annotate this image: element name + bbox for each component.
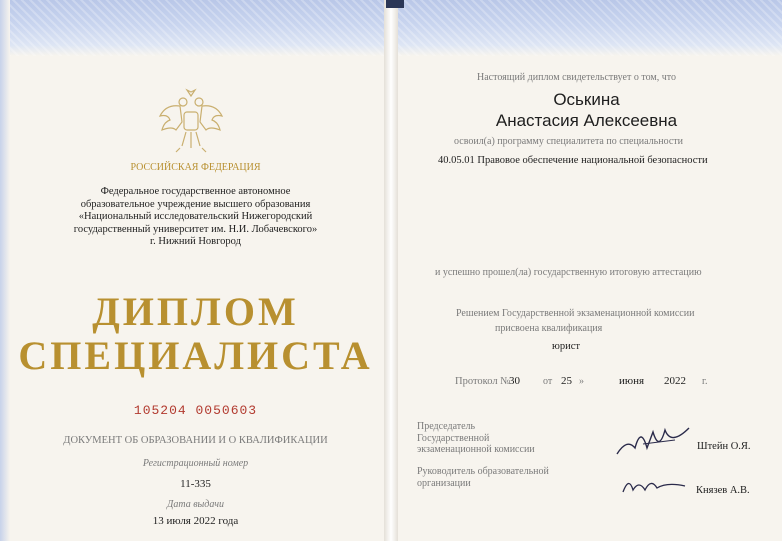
commission-chair-title [417, 421, 535, 456]
protocol-of-label: от [543, 376, 553, 387]
protocol-month: июня [619, 375, 645, 387]
decorative-band [391, 0, 782, 56]
institution-line: государственный университет им. Н.И. Лобачевского» [73, 223, 318, 235]
center-fold [384, 0, 398, 541]
issue-date: 13 июля 2022 года [152, 515, 239, 527]
chair-title-line: экзаменационной комиссии [417, 444, 535, 455]
certifies-text: Настоящий диплом свидетельствует о том, что [477, 72, 676, 83]
binding-ribbon [386, 0, 404, 8]
institution-line: г. Нижний Новгород [150, 236, 241, 247]
program-text: освоил(а) программу специалитета по специальности [454, 136, 683, 147]
institution-block [0, 186, 391, 249]
decision-line1: Решением Государственной экзаменационной комиссии [456, 308, 695, 319]
protocol-day-mark: » [579, 376, 584, 387]
decorative-band [0, 0, 391, 56]
serial-number: 105204 0050603 [133, 403, 258, 418]
rector-name: Князев А.В. [696, 485, 750, 496]
chair-title-line: Председатель [417, 421, 476, 432]
chair-signature [613, 418, 693, 460]
document-type: ДОКУМЕНТ ОБ ОБРАЗОВАНИИ И О КВАЛИФИКАЦИИ [63, 435, 328, 446]
protocol-year: 2022 [664, 375, 686, 387]
diploma-right-page [391, 0, 782, 541]
coat-of-arms-emblem [156, 86, 226, 156]
protocol-day: 25 [561, 375, 572, 387]
rector-signature [619, 470, 689, 500]
registration-number: 11-335 [180, 478, 211, 490]
institution-line: образовательное учреждение высшего образования [80, 198, 311, 210]
attestation-text: и успешно прошел(ла) государственную итоговую аттестацию [435, 267, 702, 278]
graduate-surname: Оськина [553, 90, 620, 109]
chair-title-line: Государственной [417, 432, 490, 444]
rector-title [417, 466, 549, 489]
qualification: юрист [552, 341, 580, 352]
protocol-year-suffix: г. [702, 376, 708, 387]
institution-line: «Национальный исследовательский Нижегородский [78, 211, 313, 222]
chair-name: Штейн О.Я. [697, 441, 751, 452]
issue-date-label: Дата выдачи [166, 499, 225, 510]
decision-line2: присвоена квалификация [495, 323, 603, 334]
protocol-label: Протокол № [455, 376, 511, 387]
institution-line: Федеральное государственное автономное [100, 186, 291, 197]
graduate-name: Анастасия Алексеевна [495, 111, 678, 130]
rector-title-line: Руководитель образовательной [417, 466, 549, 477]
rector-title-line: организации [417, 477, 471, 489]
protocol-number: 30 [509, 375, 520, 387]
diploma-title-line1: ДИПЛОМ [92, 289, 299, 334]
registration-label: Регистрационный номер [142, 458, 249, 469]
country-name: РОССИЙСКАЯ ФЕДЕРАЦИЯ [130, 162, 261, 173]
diploma-title-line2: СПЕЦИАЛИСТА [18, 333, 373, 378]
specialty: 40.05.01 Правовое обеспечение национальной безопасности [438, 155, 708, 166]
